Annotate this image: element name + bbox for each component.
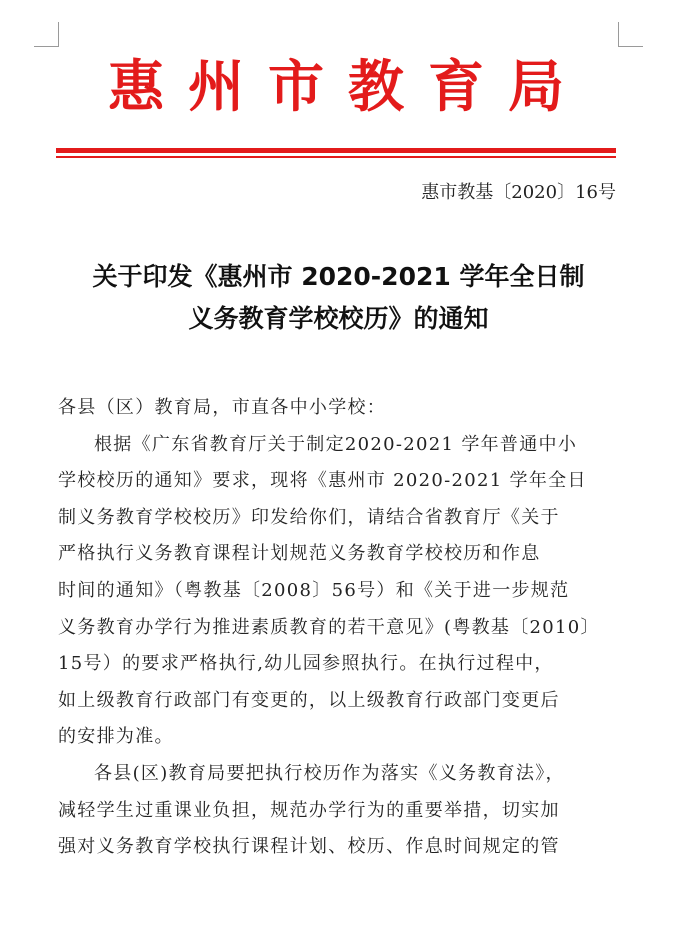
document-title-line-2: 义务教育学校校历》的通知 [188,304,489,333]
body-line: 各县(区)教育局要把执行校历作为落实《义务教育法》， [94,762,565,784]
body-line: 根据《广东省教育厅关于制定2020-2021 学年普通中小 [94,433,578,455]
document-title-line-1: 关于印发《惠州市 2020-2021 学年全日制 [92,262,585,291]
masthead-red-rule-thin [56,156,616,158]
masthead-red-rule-thick [56,148,616,153]
body-line: 时间的通知》（粤教基〔2008〕56号）和《关于进一步规范 [58,579,570,601]
body-line: 的安排为准。 [58,726,174,748]
crop-mark-top-right [618,22,643,47]
body-line: 15号）的要求严格执行,幼儿园参照执行。在执行过程中， [58,653,554,675]
body-line: 强对义务教育学校执行课程计划、校历、作息时间规定的管 [58,836,560,858]
document-body [58,390,618,866]
body-line: 义务教育办学行为推进素质教育的若干意见》(粤教基〔2010〕 [58,616,600,638]
body-line: 制义务教育学校校历》印发给你们，请结合省教育厅《关于 [58,506,560,528]
salutation: 各县（区）教育局，市直各中小学校： [58,397,387,418]
body-line: 学校校历的通知》要求，现将《惠州市 2020-2021 学年全日 [58,470,587,492]
document-title [40,256,637,340]
masthead-title: 惠州市教育局 [108,55,588,120]
body-line: 如上级教育行政部门有变更的，以上级教育行政部门变更后 [58,689,560,711]
body-line: 严格执行义务教育课程计划规范义务教育学校校历和作息 [58,543,541,565]
body-line: 减轻学生过重课业负担，规范办学行为的重要举措，切实加 [58,799,560,821]
document-number: 惠市教基〔2020〕16号 [421,182,616,203]
crop-mark-top-left [34,22,59,47]
